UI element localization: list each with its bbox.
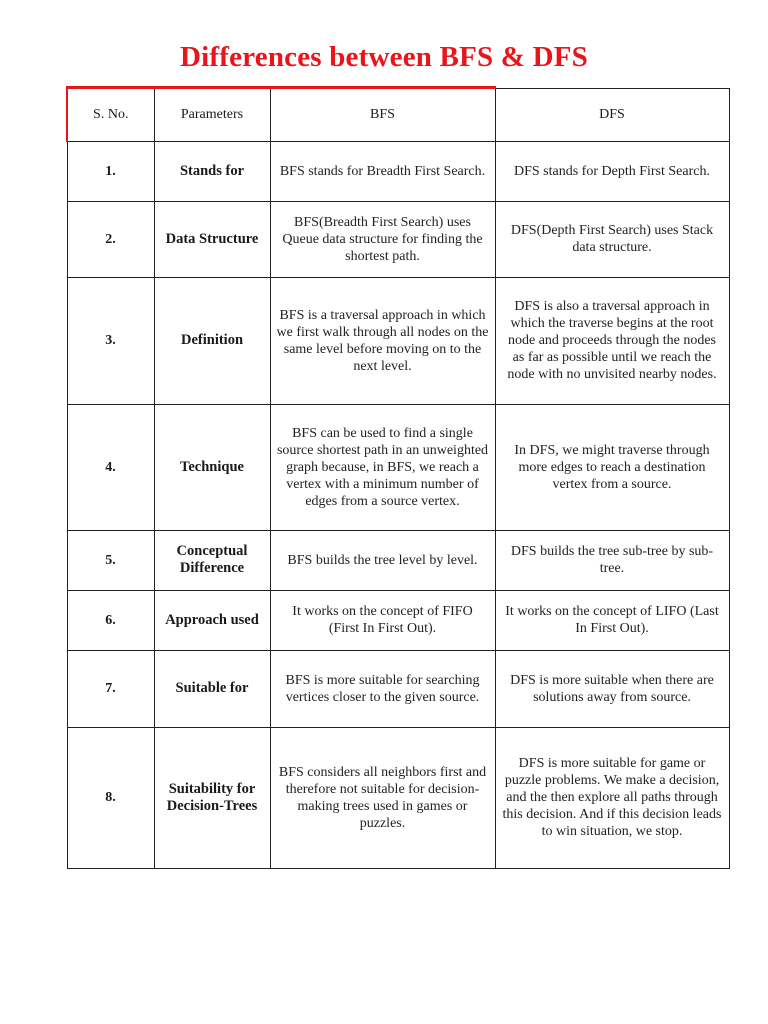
row-bfs-cell: BFS(Breadth First Search) uses Queue data structure for finding the shortest path. (270, 201, 495, 277)
table-row (67, 590, 729, 650)
row-number: 7. (67, 650, 154, 727)
row-parameter: Conceptual Difference (154, 530, 270, 590)
table-row (67, 727, 729, 868)
row-dfs-cell: DFS builds the tree sub-tree by sub-tree. (495, 530, 729, 590)
row-parameter: Approach used (154, 590, 270, 650)
row-number: 8. (67, 727, 154, 868)
row-number: 6. (67, 590, 154, 650)
row-parameter: Technique (154, 404, 270, 530)
row-bfs-cell: BFS stands for Breadth First Search. (270, 141, 495, 201)
row-dfs-cell: In DFS, we might traverse through more edges to reach a destination vertex from a source. (495, 404, 729, 530)
header-dfs: DFS (495, 88, 729, 141)
table-row (67, 277, 729, 404)
row-parameter: Stands for (154, 141, 270, 201)
row-parameter: Suitability for Decision-Trees (154, 727, 270, 868)
row-bfs-cell: BFS considers all neighbors first and therefore not suitable for decision-making trees used in games or puzzles. (270, 727, 495, 868)
row-dfs-cell: DFS is more suitable when there are solutions away from source. (495, 650, 729, 727)
table-row (67, 141, 729, 201)
header-bfs: BFS (270, 88, 495, 141)
row-number: 5. (67, 530, 154, 590)
table-row (67, 530, 729, 590)
row-dfs-cell: DFS(Depth First Search) uses Stack data structure. (495, 201, 729, 277)
row-parameter: Suitable for (154, 650, 270, 727)
row-parameter: Data Structure (154, 201, 270, 277)
row-dfs-cell: It works on the concept of LIFO (Last In First Out). (495, 590, 729, 650)
row-dfs-cell: DFS is also a traversal approach in which the traverse begins at the root node and proceeds through the nodes as far as possible until we reach the node with no unvisited nearby nodes. (495, 277, 729, 404)
row-dfs-cell: DFS stands for Depth First Search. (495, 141, 729, 201)
row-bfs-cell: BFS builds the tree level by level. (270, 530, 495, 590)
table-header-row (67, 88, 729, 141)
header-parameters: Parameters (154, 88, 270, 141)
row-bfs-cell: BFS is more suitable for searching vertices closer to the given source. (270, 650, 495, 727)
table-row (67, 650, 729, 727)
row-number: 1. (67, 141, 154, 201)
table-row (67, 201, 729, 277)
row-bfs-cell: BFS is a traversal approach in which we first walk through all nodes on the same level before moving on to the next level. (270, 277, 495, 404)
header-sno: S. No. (67, 88, 154, 141)
row-number: 2. (67, 201, 154, 277)
comparison-table (66, 87, 730, 869)
row-number: 4. (67, 404, 154, 530)
row-dfs-cell: DFS is more suitable for game or puzzle problems. We make a decision, and the then explore all paths through this decision. And if this decision leads to win situation, we stop. (495, 727, 729, 868)
row-parameter: Definition (154, 277, 270, 404)
row-bfs-cell: It works on the concept of FIFO (First In First Out). (270, 590, 495, 650)
page-title: Differences between BFS & DFS (180, 41, 588, 73)
row-bfs-cell: BFS can be used to find a single source shortest path in an unweighted graph because, in BFS, we reach a vertex with a minimum number of edges from a source vertex. (270, 404, 495, 530)
table-row (67, 404, 729, 530)
row-number: 3. (67, 277, 154, 404)
